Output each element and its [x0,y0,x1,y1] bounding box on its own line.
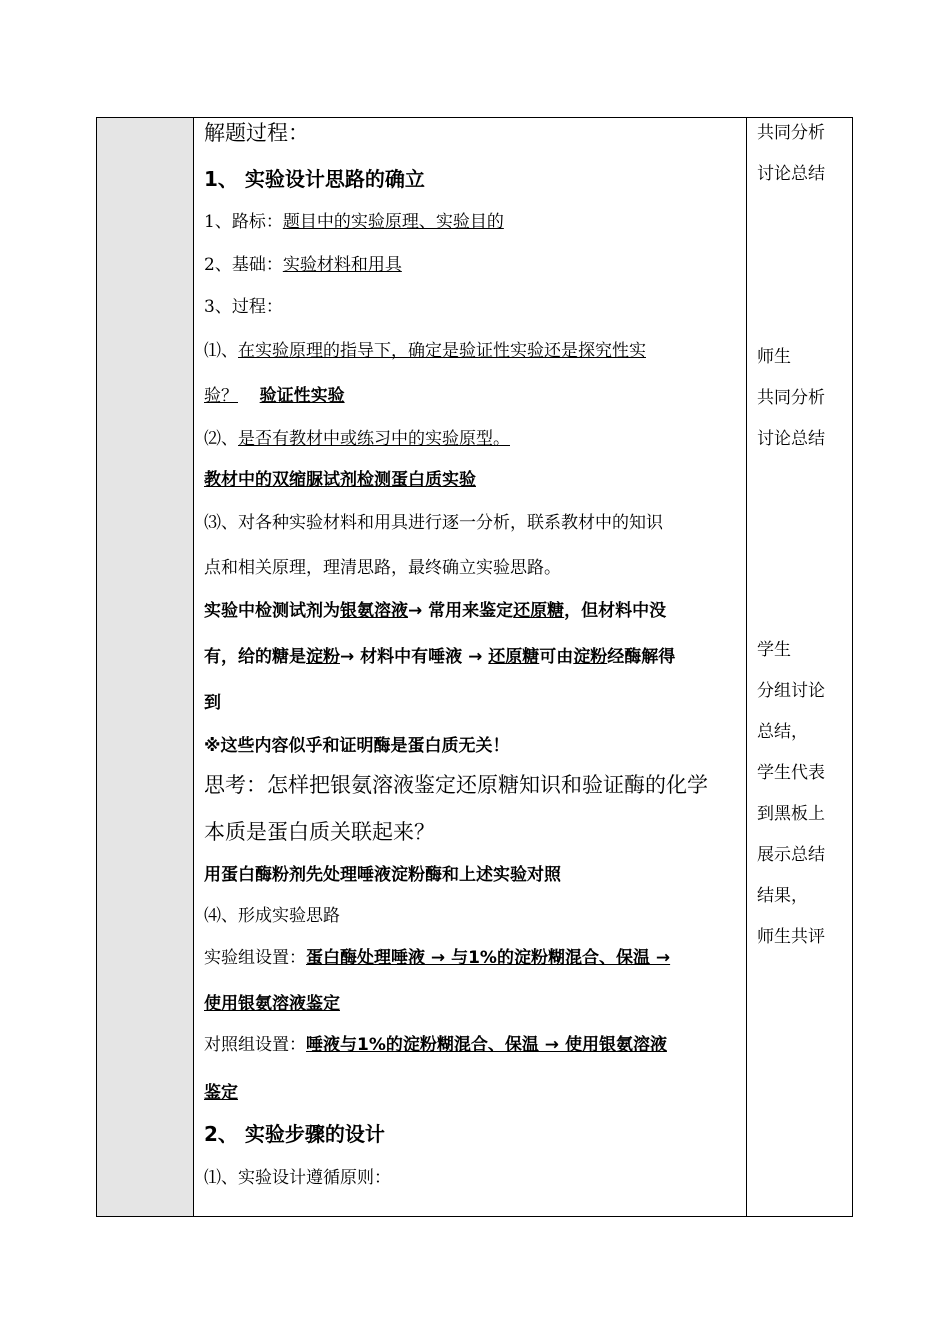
item-2 [204,254,402,276]
lesson-table [96,117,853,1217]
activity-note: 分组讨论 [757,681,825,701]
experiment-group-label: 实验组设置： [204,948,306,968]
analysis-text: 可由 [539,647,574,667]
main-column [194,118,747,1216]
analysis-text: ，但材料中没 [564,601,667,621]
analysis-line-1 [204,600,666,622]
activity-note: 讨论总结 [757,164,825,184]
item-1 [204,211,504,233]
item-2-label: 2、基础： [204,255,283,275]
activity-note: 师生共评 [757,927,825,947]
point-2-answer: 教材中的双缩脲试剂检测蛋白质实验 [204,470,476,490]
point-1-line-2 [204,385,345,407]
activity-note: 学生 [757,640,791,660]
item-1-label: 1、路标： [204,212,283,232]
analysis-line-2 [204,646,675,668]
activity-note: 讨论总结 [757,429,825,449]
activity-note: 到黑板上 [757,804,825,824]
point-1-line-1 [204,340,646,362]
analysis-text: → 材料中有唾液 → [340,647,489,667]
page-title: 解题过程： [204,121,309,145]
activity-note: 共同分析 [757,123,825,143]
point-1-text: 在实验原理的指导下，确定是验证性实验还是探究性实 [238,341,646,361]
control-group-label: 对照组设置： [204,1035,306,1055]
analysis-text: 有，给的糖是 [204,647,306,667]
point-1-prefix: ⑴、 [204,341,238,361]
think-line-1: 思考：怎样把银氨溶液鉴定还原糖知识和验证酶的化学 [204,773,708,797]
activity-note: 结果， [757,886,808,906]
control-group-line-1 [204,1034,667,1056]
item-3: 3、过程： [204,297,283,317]
activity-note: 共同分析 [757,388,825,408]
point-2 [204,428,510,450]
analysis-text: 经酶解得 [607,647,676,667]
analysis-line-3: 到 [204,693,221,713]
section-heading-2: 2、 实验步骤的设计 [204,1122,385,1146]
item-2-value: 实验材料和用具 [282,255,402,275]
point-5: ⑴、实验设计遵循原则： [204,1168,391,1188]
experiment-group-line-2: 使用银氨溶液鉴定 [204,994,340,1014]
analysis-term: 银氨溶液 [340,601,408,621]
activity-note: 总结， [757,722,808,742]
point-4: ⑷、形成实验思路 [204,906,340,926]
experiment-group-text: 蛋白酶处理唾液 → 与1%的淀粉糊混合、保温 → [306,948,671,968]
analysis-text: 实验中检测试剂为 [204,601,340,621]
item-1-value: 题目中的实验原理、实验目的 [282,212,504,232]
point-2-prefix: ⑵、 [204,429,238,449]
analysis-text: → 常用来鉴定 [408,601,514,621]
control-group-line-2: 鉴定 [204,1083,238,1103]
left-column [97,118,194,1216]
analysis-term: 淀粉 [306,647,340,667]
activity-note: 师生 [757,347,791,367]
analysis-term: 还原糖 [513,601,565,621]
point-3-line-2: 点和相关原理，理清思路，最终确立实验思路。 [204,558,561,578]
think-answer: 用蛋白酶粉剂先处理唾液淀粉酶和上述实验对照 [204,865,561,885]
point-2-text: 是否有教材中或练习中的实验原型。 [238,429,510,449]
section-heading-1: 1、 实验设计思路的确立 [204,167,425,191]
analysis-term: 淀粉 [573,647,608,667]
activity-note: 展示总结 [757,845,825,865]
analysis-term: 还原糖 [488,647,540,667]
point-1-text-end: 验？ [204,386,238,406]
experiment-group-line-1 [204,947,670,969]
note: ※这些内容似乎和证明酶是蛋白质无关！ [204,736,510,756]
think-line-2: 本质是蛋白质关联起来？ [204,820,435,844]
point-3-line-1: ⑶、对各种实验材料和用具进行逐一分析，联系教材中的知识 [204,513,663,533]
activity-note: 学生代表 [757,763,825,783]
control-group-text: 唾液与1%的淀粉糊混合、保温 → 使用银氨溶液 [306,1035,667,1055]
activity-column [747,118,852,1216]
point-1-answer: 验证性实验 [259,386,345,406]
